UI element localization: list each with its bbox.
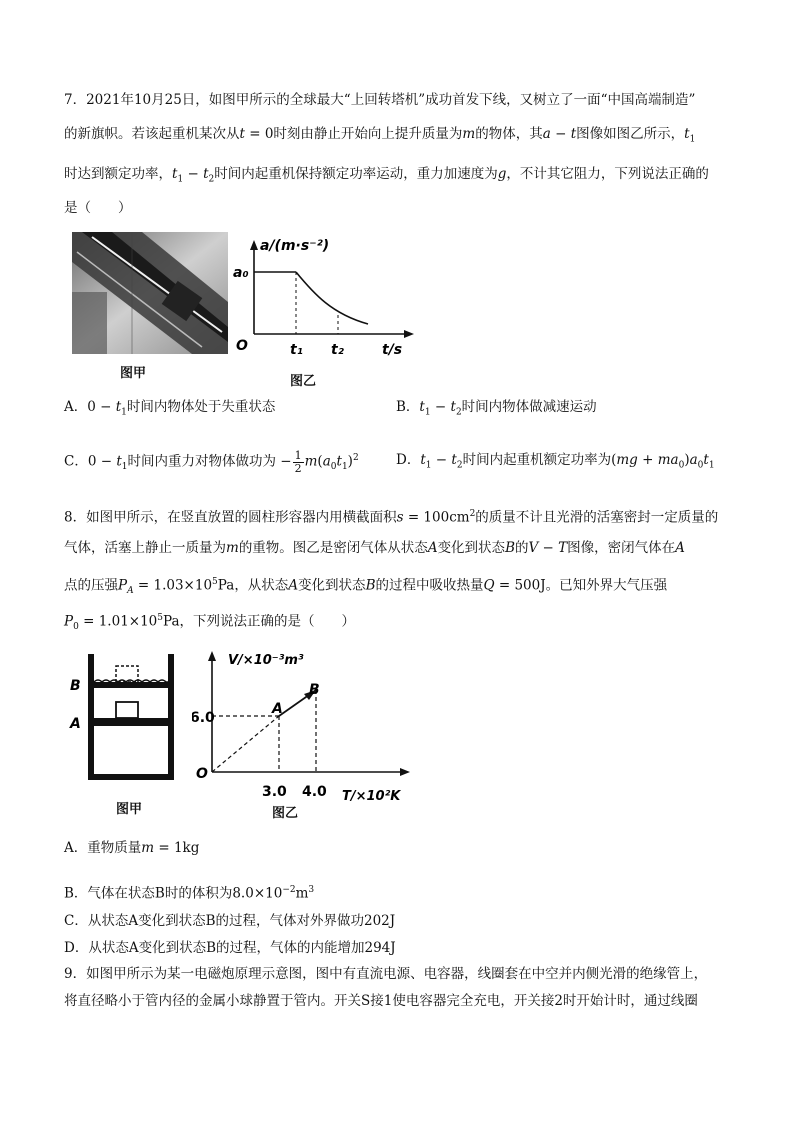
q8-fig-a-caption: 图甲 xyxy=(116,802,143,817)
y-axis-arrow xyxy=(208,651,216,661)
origin-label: O xyxy=(196,766,208,782)
q7-line-4: 是（ ） xyxy=(64,200,132,216)
q8-line-2: 气体，活塞上静止一质量为m的重物。图乙是密闭气体从状态A变化到状态B的V − T图像，密闭气体在A xyxy=(64,540,685,556)
x-axis-label: t/s xyxy=(382,342,403,358)
q8-option-a[interactable]: A．重物质量m = 1kg xyxy=(64,840,200,856)
q7-line-1: 7．2021年10月25日，如图甲所示的全球最大“上回转塔机”成功首发下线，又树立了一面“中国高端制造” xyxy=(64,92,696,108)
q8-option-b[interactable]: B．气体在状态B时的体积为$8.0\times 10^{-2}m^3$ xyxy=(64,885,315,902)
q8-vt-graph xyxy=(192,646,422,806)
y-axis-label: a/(m·s⁻²) xyxy=(260,238,330,254)
container-left-wall xyxy=(88,654,94,780)
q7-at-graph xyxy=(228,232,418,367)
q7-line-3: 时达到额定功率，$t_1 - t_2$时间内起重机保持额定功率运动，重力加速度为g，不计其它阻力，下列说法正确的 xyxy=(64,166,709,185)
x-tick-3: 3.0 xyxy=(262,784,287,800)
q7-fig-a-caption: 图甲 xyxy=(120,366,147,381)
q7-line-2: 的新旗帜。若该起重机某次从t = 0时刻由静止开始向上提升质量为m的物体，其a − t图像如图乙所示，$t_1$ xyxy=(64,126,696,145)
q8-fig-b-caption: 图乙 xyxy=(272,806,299,821)
q7-option-a[interactable]: A．$0 - t_1$时间内物体处于失重状态 xyxy=(64,399,276,418)
q7-fig-b-caption: 图乙 xyxy=(290,374,317,389)
x-axis-arrow xyxy=(400,768,410,776)
piston-a xyxy=(94,718,168,726)
x-axis-label: T/×10²K xyxy=(342,789,401,804)
x-tick-4: 4.0 xyxy=(302,784,327,800)
t2-tick: t₂ xyxy=(331,342,344,358)
q7-option-d[interactable]: D．$t_1 - t_2$时间内起重机额定功率为$(mg + ma_0)a_0t_1$ xyxy=(396,452,715,471)
label-a: A xyxy=(70,716,81,732)
q8-line-1: 8．如图甲所示，在竖直放置的圆柱形容器内用横截面积$s = 100cm^2$的质量不计且光滑的活塞密封一定质量的 xyxy=(64,509,719,526)
point-a-label: A xyxy=(272,701,283,717)
q8-line-3: 点的压强$P_A = 1.03\times 10^5Pa$，从状态A变化到状态B的过程中吸收热量Q = 500J。已知外界大气压强 xyxy=(64,577,668,597)
container-right-wall xyxy=(168,654,174,780)
a0-tick: a₀ xyxy=(233,265,249,281)
origin-label: O xyxy=(236,338,248,354)
t1-tick: t₁ xyxy=(290,342,303,358)
q9-line-2: 将直径略小于管内径的金属小球静置于管内。开关S接1使电容器完全充电，开关接2时开始计时，通过线圈 xyxy=(64,993,698,1009)
label-b: B xyxy=(70,678,81,694)
q8-container-figure xyxy=(66,652,196,787)
q8-option-d[interactable]: D．从状态A变化到状态B的过程，气体的内能增加294J xyxy=(64,940,396,956)
y-tick-6: 6.0 xyxy=(192,710,215,726)
y-axis-arrow xyxy=(250,240,258,250)
q9-line-1: 9．如图甲所示为某一电磁炮原理示意图，图中有直流电源、电容器，线圈套在中空并内侧光滑的绝缘管上， xyxy=(64,966,708,982)
q8-option-c[interactable]: C．从状态A变化到状态B的过程，气体对外界做功202J xyxy=(64,913,396,929)
piston-b xyxy=(94,682,168,688)
q7-option-b[interactable]: B．$t_1 - t_2$时间内物体做减速运动 xyxy=(396,399,597,418)
q7-crane-photo xyxy=(72,232,228,354)
x-axis-arrow xyxy=(404,330,414,338)
q8-line-4: $P_0 = 1.01\times 10^5Pa$，下列说法正确的是（ ） xyxy=(64,613,356,633)
weight-at-b xyxy=(116,666,138,682)
a-t-decreasing-segment xyxy=(296,272,368,324)
container-bottom xyxy=(88,774,174,780)
weight-at-a xyxy=(116,702,138,718)
origin-to-a-dashed xyxy=(212,716,279,772)
q7-option-c[interactable]: C．$0 - t_1$时间内重力对物体做功为 − $\frac{1}{2}$ $m(a_0t_1)^2$ xyxy=(64,448,359,475)
y-axis-label: V/×10⁻³m³ xyxy=(228,653,304,668)
point-b-label: B xyxy=(309,682,320,698)
